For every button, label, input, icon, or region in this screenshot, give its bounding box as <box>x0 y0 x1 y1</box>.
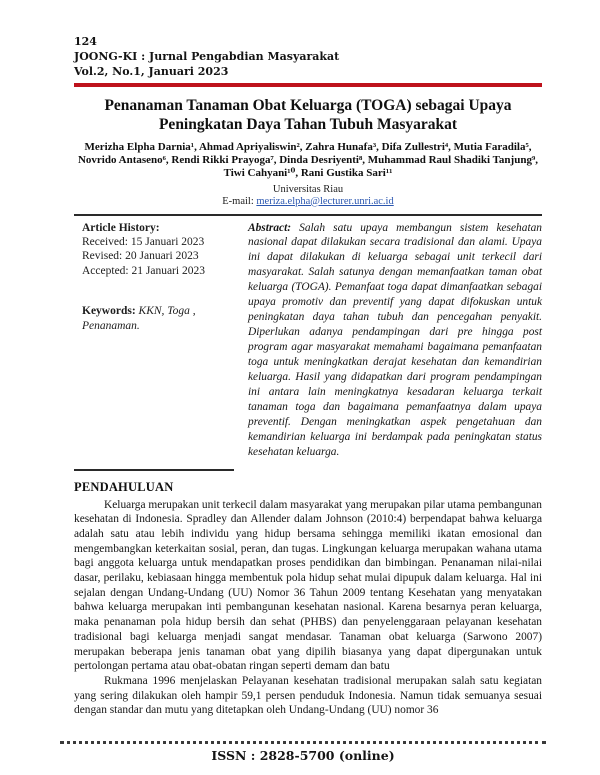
article-history-panel <box>74 221 234 471</box>
page-header <box>74 34 542 80</box>
issn-label: ISSN : 2828-5700 (online) <box>211 748 395 763</box>
received-date: Received: 15 Januari 2023 <box>82 236 205 248</box>
metadata-columns <box>74 216 542 471</box>
author-list: Merizha Elpha Darnia¹, Ahmad Apriyaliswin², Zahra Hunafa³, Difa Zullestri⁴, Mutia Faradila⁵, Novrido Antaseno⁶, Rendi Rikki Prayoga⁷, Dinda Desriyenti⁸, Muhammad Raul Shadiki Tanjung⁹, Tiwi Cahyani¹⁰, Rani Gustika Sari¹¹ <box>77 140 538 180</box>
keywords-block <box>82 304 234 333</box>
article-title: Penanaman Tanaman Obat Keluarga (TOGA) sebagai Upaya Peningkatan Daya Tahan Tubuh Masyarakat <box>104 96 512 133</box>
affiliation: Universitas Riau <box>272 183 344 195</box>
revised-date: Revised: 20 Januari 2023 <box>82 250 199 263</box>
email-link[interactable]: meriza.elpha@lecturer.unri.ac.id <box>256 195 394 207</box>
body-paragraph-2: Rukmana 1996 menjelaskan Pelayanan kesehatan tradisional merupakan salah satu kegiatan yang sering dilakukan oleh hampir 59,1 persen penduduk Indonesia. Namun tidak semuanya sesuai dengan standar dan mutu yang ditetapkan oleh Undang-Undang (UU) nomor 36 <box>74 674 542 717</box>
page-footer <box>60 741 546 763</box>
footer-dotted-divider <box>60 741 546 744</box>
abstract-text: Salah satu upaya membangun sistem kesehatan nasional dapat dilakukan secara tradisional dan alami. Upaya ini dapat dilakukan di keluarga sebagai unit terkecil dari masyarakat. Salah satunya dengan memanfaatkan taman obat keluarga (TOGA). Pemanfaat toga dapat dimanfaatkan sebagai upaya promotiv dan preventif yang dapat difokuskan untuk peningkatan daya tahan tubuh dan pencegahan penyakit. Diperlukan adanya pendampingan dari pre hingga post program agar masyarakat memahami bagaimana pemanfaatan toga untuk meningkatkan derajat kesehatan dan kemandirian keluarga. Hasil yang didapatkan dari program pendampingan ini antara lain meningkatnya kesadaran keluarga terkait tanaman toga dan bagaimana pemanfaatnya dalam upaya preventif. Dengan meningkatkan aspek pengetahuan dan kemandirian keluarga ini berdampak pada peningkatan status kesehatan keluarga. <box>248 221 542 458</box>
email-label: E-mail: <box>222 195 257 207</box>
abstract-panel <box>248 221 542 460</box>
page-number: 124 <box>74 35 97 48</box>
abstract-label: Abstract: <box>248 221 292 234</box>
body-paragraph-1: Keluarga merupakan unit terkecil dalam masyarakat yang merupakan pilar utama pembangunan kesehatan di Indonesia. Spradley dan Allender dalam Johnson (2010:4) berpendapat bahwa keluarga adalah satu atau lebih individu yang hidup bersama sehingga memiliki ikatan emosional dan mengembangkan keterkaitan sosial, peran, dan tugas. Lingkungan keluarga merupakan wahana utama bagi anggota keluarga untuk mendapatkan proses pendidikan dan bimbingan. Penanaman nilai-nilai dasar, perilaku, kebiasaan hingga membentuk pola hidup sehat mulai dipupuk dalam keluarga. Hal ini sejalan dengan Undang-Undang (UU) Nomor 36 Tahun 2009 tentang Kesehatan yang menyatakan bahwa keluarga merupakan inti pembangunan kesehatan nasional. Karena besarnya peran keluarga, maka penanaman pola hidup bersih dan sehat (PHBS) dan penyelenggaraan pelayanan kesehatan tradisional bagi keluarga menjadi sangat mendasar. Tanaman obat keluarga (Sarwono 2007) merupakan beberapa jenis tanaman obat yang dipilih biasanya yang dapat dipergunakan untuk pertolongan pertama atau obat-obatan ringan seperti demam dan batu <box>74 498 542 673</box>
accepted-date: Accepted: 21 Januari 2023 <box>82 264 205 277</box>
article-history-heading: Article History: <box>82 221 160 234</box>
section-heading-pendahuluan: PENDAHULUAN <box>74 479 174 494</box>
keywords-value: KKN, Toga , Penanaman. <box>82 305 196 332</box>
volume-issue: Vol.2, No.1, Januari 2023 <box>74 65 229 79</box>
email-line <box>74 196 542 207</box>
header-red-divider <box>74 83 542 87</box>
journal-name: JOONG-KI : Jurnal Pengabdian Masyarakat <box>74 50 340 64</box>
keywords-label: Keywords: <box>82 305 136 318</box>
